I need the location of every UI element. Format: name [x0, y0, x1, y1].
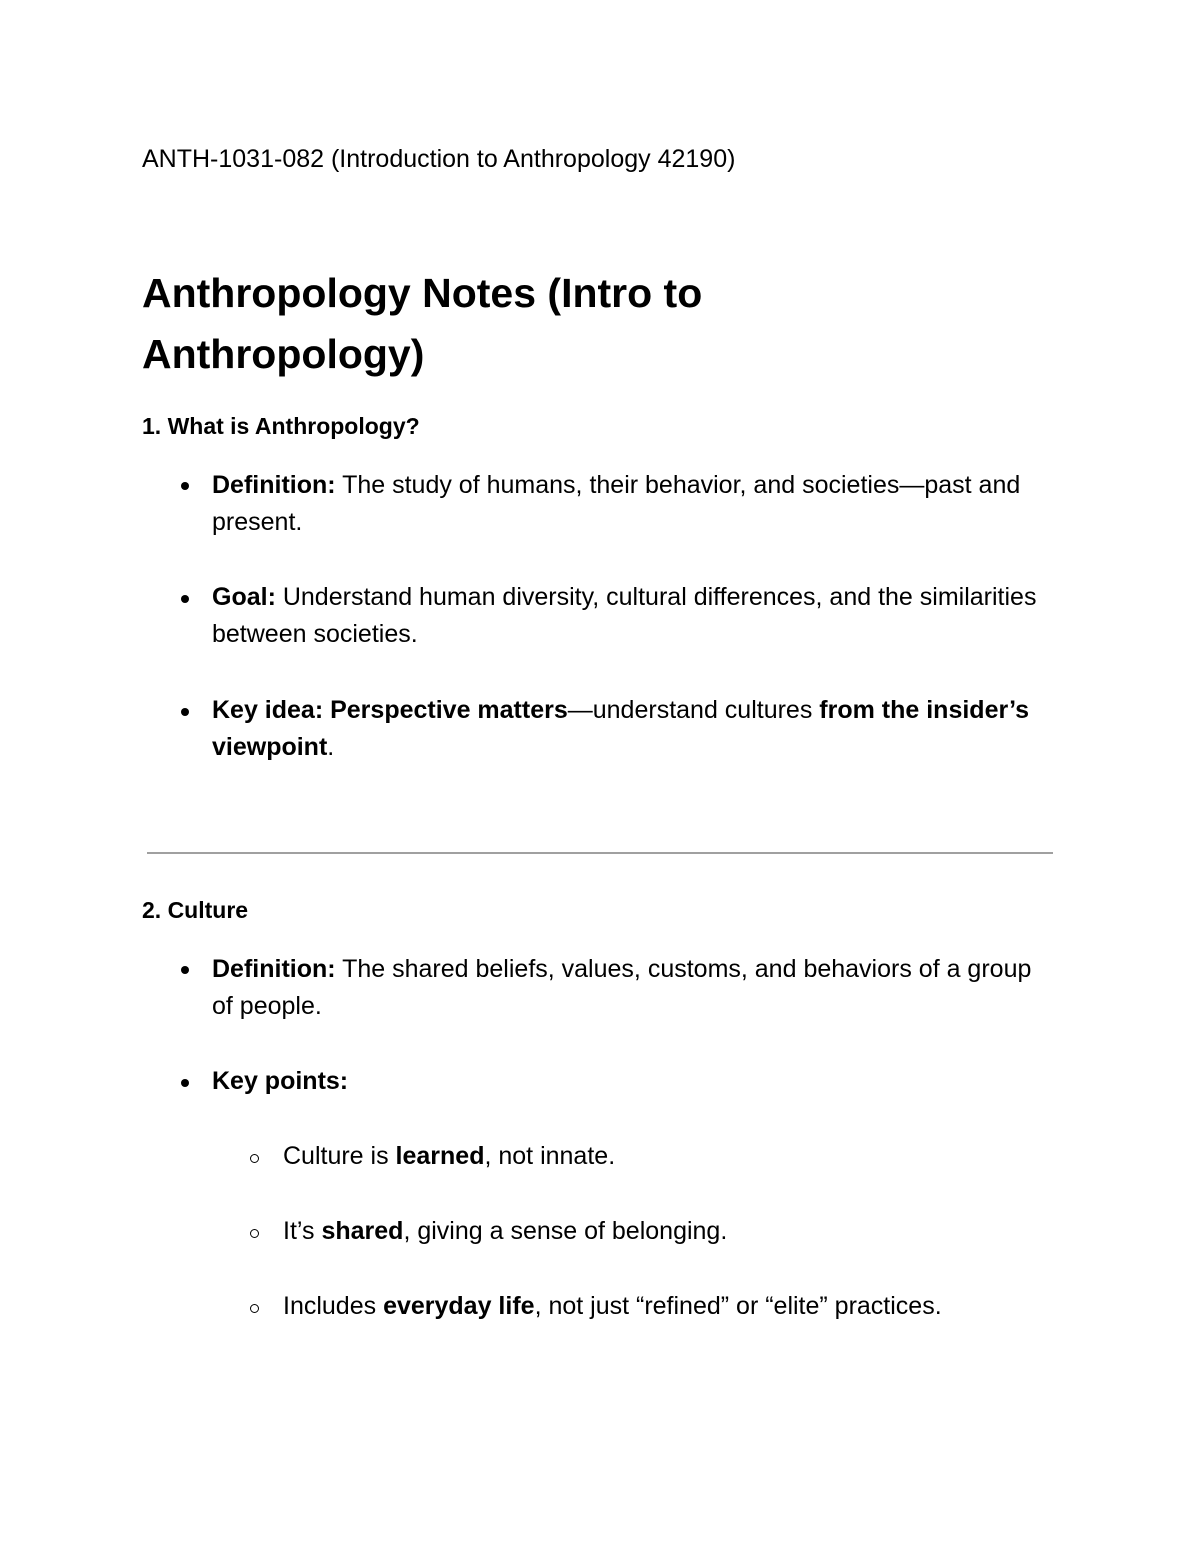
key-point-learned: [283, 1138, 1063, 1175]
key-point-post: , giving a sense of belonging.: [403, 1217, 728, 1245]
course-header: ANTH-1031-082 (Introduction to Anthropology 42190): [142, 145, 736, 173]
bullet-icon: [181, 595, 189, 603]
key-point-post: , not innate.: [484, 1142, 616, 1170]
key-point-emphasis: everyday life: [383, 1292, 535, 1320]
hollow-bullet-icon: [250, 1229, 259, 1238]
key-point-post: , not just “refined” or “elite” practices.: [534, 1292, 942, 1320]
culture-definition-body: The shared beliefs, values, customs, and behaviors of a group of people.: [212, 955, 1032, 1020]
hollow-bullet-icon: [250, 1304, 259, 1313]
definition-text: [212, 467, 1052, 541]
key-point-pre: Includes: [283, 1292, 384, 1320]
key-idea-label: Key idea: Perspective matters: [212, 696, 568, 724]
key-idea-text: [212, 692, 1052, 766]
key-point-everyday-life: [283, 1288, 1063, 1325]
definition-label: Definition:: [212, 471, 336, 499]
key-point-pre: It’s: [283, 1217, 322, 1245]
goal-label: Goal:: [212, 583, 276, 611]
key-points-label: Key points:: [212, 1067, 349, 1095]
key-point-emphasis: learned: [395, 1142, 485, 1170]
page-title: Anthropology Notes (Intro to Anthropology): [142, 270, 703, 377]
definition-body: The study of humans, their behavior, and societies—past and present.: [212, 471, 1021, 536]
bullet-icon: [181, 482, 189, 490]
goal-body: Understand human diversity, cultural differences, and the similarities between societies.: [212, 583, 1037, 648]
key-point-pre: Culture is: [283, 1142, 396, 1170]
key-points-text: [212, 1063, 1052, 1100]
culture-definition-text: [212, 951, 1052, 1025]
key-idea-end: .: [327, 733, 335, 761]
bullet-icon: [181, 708, 189, 716]
section-heading-what-is-anthropology: 1. What is Anthropology?: [142, 413, 420, 439]
key-idea-body: —understand cultures: [567, 696, 820, 724]
goal-text: [212, 579, 1052, 653]
key-point-emphasis: shared: [321, 1217, 404, 1245]
horizontal-divider: [147, 852, 1053, 854]
key-idea-emphasis: from the insider’s viewpoint: [212, 696, 1030, 761]
culture-definition-label: Definition:: [212, 955, 336, 983]
section-heading-culture: 2. Culture: [142, 897, 249, 923]
key-point-shared: [283, 1213, 1063, 1250]
bullet-icon: [181, 1079, 189, 1087]
hollow-bullet-icon: [250, 1154, 259, 1163]
bullet-icon: [181, 966, 189, 974]
